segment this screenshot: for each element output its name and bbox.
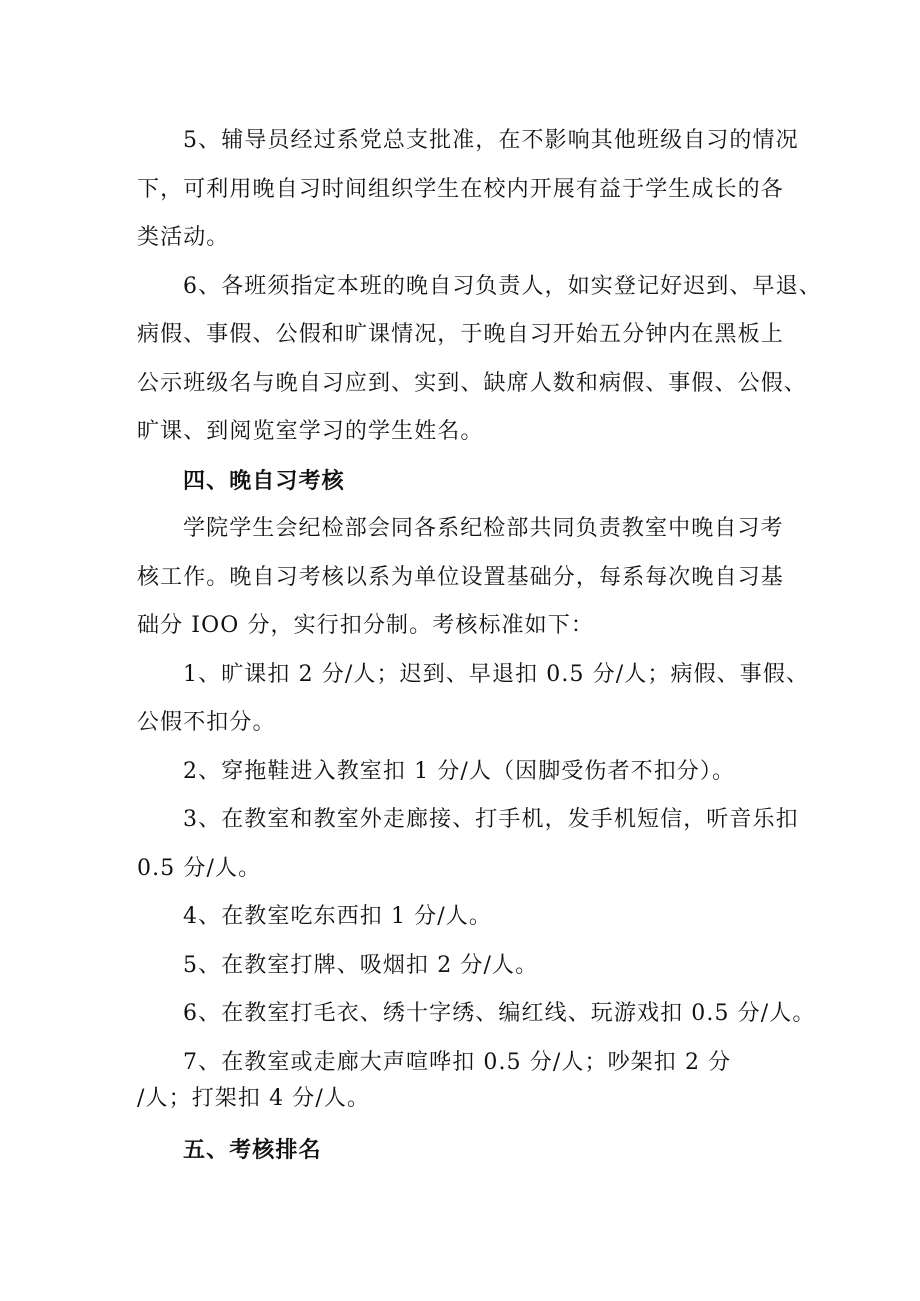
text-line: 4、在教室吃东西扣 1 分/人。	[183, 904, 492, 929]
paragraph	[137, 942, 837, 991]
text-line: 公假不扣分。	[137, 710, 276, 735]
text-line: 学院学生会纪检部会同各系纪检部共同负责教室中晚自习考	[183, 516, 784, 541]
text-line: 公示班级名与晚自习应到、实到、缺席人数和病假、事假、公假、	[137, 370, 807, 396]
document-page	[137, 117, 837, 1174]
text-line: 5、在教室打牌、吸烟扣 2 分/人。	[183, 952, 539, 978]
text-line: 2、穿拖鞋进入教室扣 1 分/人（因脚受伤者不扣分）。	[183, 758, 736, 784]
text-line: 6、在教室打毛衣、绣十字绣、编红线、玩游戏扣 0.5 分/人。	[183, 1001, 816, 1026]
section-heading: 四、晚自习考核	[183, 467, 345, 494]
paragraph	[137, 505, 837, 651]
paragraph	[137, 651, 837, 748]
paragraph	[137, 263, 837, 457]
text-line: 5、辅导员经过系党总支批准，在不影响其他班级自习的情况	[183, 128, 799, 153]
text-line: 3、在教室和教室外走廊接、打手机，发手机短信，听音乐扣	[183, 807, 799, 832]
text-line: 旷课、到阅览室学习的学生姓名。	[137, 419, 484, 444]
text-line: 核工作。晚自习考核以系为单位设置基础分，每系每次晚自习基	[137, 564, 784, 590]
section-heading: 五、考核排名	[183, 1136, 322, 1163]
text-line: 0.5 分/人。	[137, 855, 262, 881]
text-line: 类活动。	[137, 225, 230, 250]
text-line: 病假、事假、公假和旷课情况，于晚自习开始五分钟内在黑板上	[137, 322, 784, 347]
text-line: 下，可利用晚自习时间组织学生在校内开展有益于学生成长的各	[137, 176, 784, 202]
text-line: /人；打架扣 4 分/人。	[137, 1086, 371, 1111]
paragraph	[137, 893, 837, 942]
paragraph	[137, 796, 837, 893]
text-line: 7、在教室或走廊大声喧哗扣 0.5 分/人；吵架扣 2 分	[183, 1049, 732, 1075]
paragraph	[137, 748, 837, 797]
text-line: 1、旷课扣 2 分/人；迟到、早退扣 0.5 分/人；病假、事假、	[183, 661, 810, 687]
text-line: 6、各班须指定本班的晚自习负责人，如实登记好迟到、早退、	[183, 273, 822, 299]
paragraph	[137, 1039, 837, 1124]
text-line: 础分 IOO 分，实行扣分制。考核标准如下：	[137, 613, 594, 638]
paragraph	[137, 117, 837, 263]
paragraph	[137, 990, 837, 1039]
